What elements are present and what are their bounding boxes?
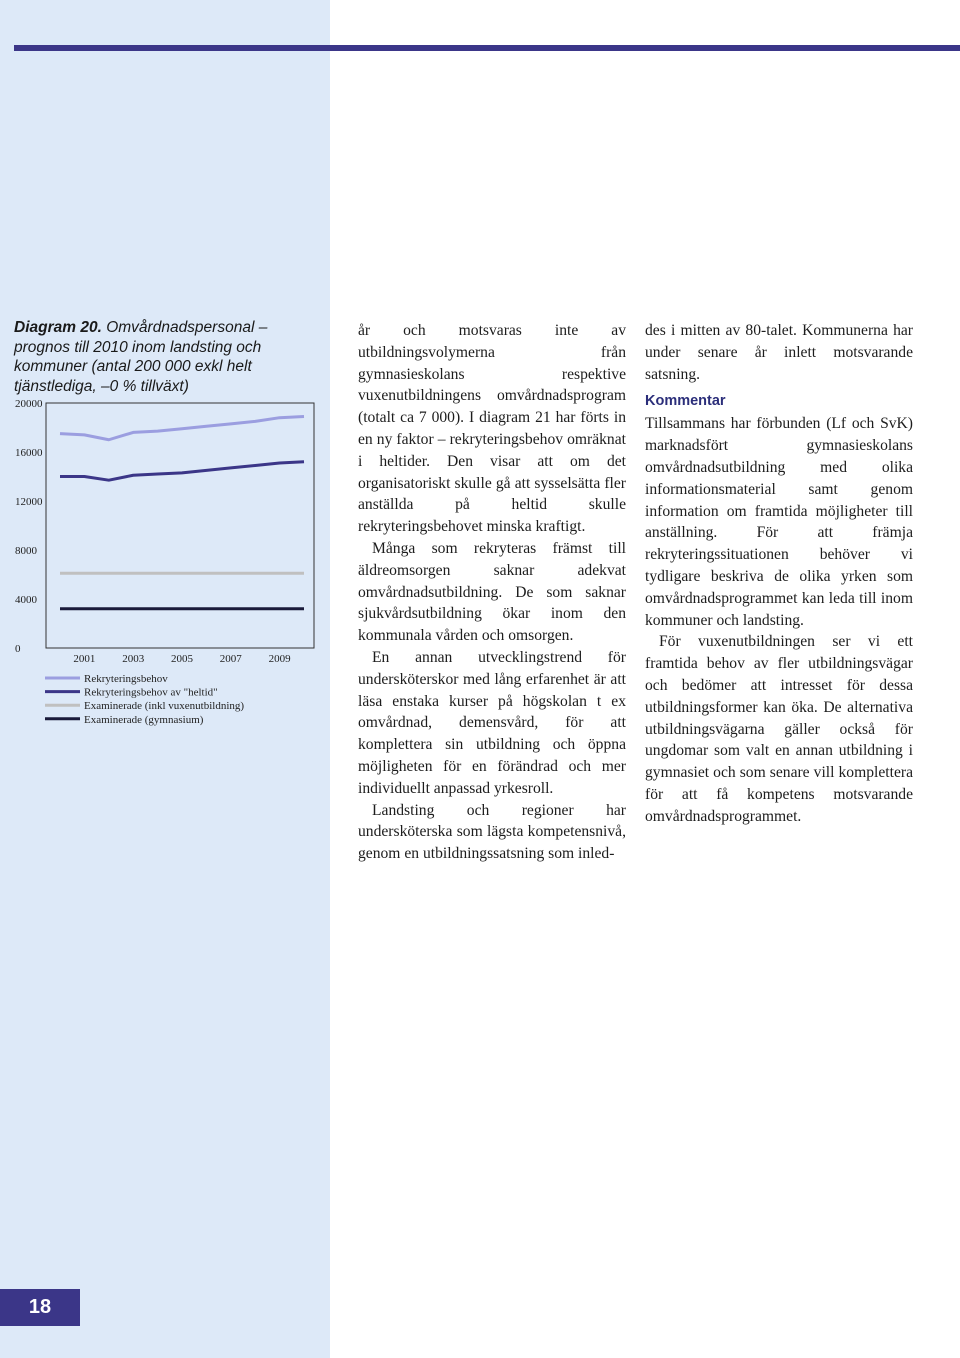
x-tick-label: 2001 bbox=[73, 653, 96, 665]
y-tick-label: 0 bbox=[15, 643, 21, 655]
y-tick-label: 8000 bbox=[15, 545, 37, 557]
x-tick-label: 2009 bbox=[268, 653, 291, 665]
legend-label: Rekryteringsbehov bbox=[84, 673, 168, 685]
legend-label: Examinerade (inkl vuxenutbildning) bbox=[84, 700, 245, 713]
series-line bbox=[60, 462, 304, 480]
x-tick-label: 2007 bbox=[219, 653, 242, 665]
plot-frame bbox=[46, 403, 314, 648]
paragraph: Tillsammans har förbunden (Lf och SvK) marknadsfört gymnasieskolans omvårdnadsutbildning med olika informationsmaterial samt genom information om framtida möjligheter till anställning. För att främja rekryteringssituationen behöver vi tydligare beskriva de olika yrken som omvårdnadsprogrammet kan leda till inom kommuner och landsting. bbox=[645, 415, 913, 629]
paragraph: Landsting och regioner har undersköterska som lägsta kompetensnivå, genom en utbildningssatsning som inled- bbox=[358, 801, 626, 863]
paragraph: En annan utvecklingstrend för undersköterskor med lång erfarenhet är att läsa enstaka kurser på högskolan t ex omvårdnad, demensvård, för att komplettera sin utbildning och öppna möjligheten för en förändrad och mer individuellt anpassad yrkesroll. bbox=[358, 648, 626, 797]
legend-label: Rekryteringsbehov av "heltid" bbox=[84, 686, 218, 699]
caption-text: Omvårdnadspersonal – prognos till 2010 inom landsting och kommuner (antal 200 000 exkl helt tjänstlediga, –0 % tillväxt) bbox=[14, 319, 268, 395]
top-rule bbox=[14, 45, 960, 51]
series-line bbox=[60, 416, 304, 439]
paragraph: des i mitten av 80-talet. Kommunerna har under senare år inlett motsvarande satsning. bbox=[645, 322, 913, 383]
x-tick-label: 2005 bbox=[171, 653, 193, 665]
y-tick-label: 4000 bbox=[15, 594, 37, 606]
page-number: 18 bbox=[0, 1289, 80, 1326]
paragraph: För vuxenutbildningen ser vi ett framtida behov av fler utbildningsvägar och bedömer att intresset för dessa utbildningsformer kan öka. De alternativa utbildningsvägarna gäller också för ungdomar som valt en annan utbildning i gymnasiet och som senare vill komplettera för att få kompetens motsvarande omvårdnadsprogrammet. bbox=[645, 633, 913, 825]
line-chart bbox=[0, 390, 330, 740]
y-tick-label: 16000 bbox=[15, 447, 43, 459]
y-tick-label: 12000 bbox=[15, 496, 43, 508]
paragraph: Många som rekryteras främst till äldreomsorgen saknar adekvat omvårdnadsutbildning. De som saknar sjukvårdsutbildning ökar inom den kommunala vården och omsorgen. bbox=[358, 539, 626, 645]
y-tick-label: 20000 bbox=[15, 398, 43, 410]
legend-label: Examinerade (gymnasium) bbox=[84, 713, 204, 726]
text-column-1 bbox=[358, 320, 626, 865]
text-column-2 bbox=[645, 320, 913, 828]
caption-label: Diagram 20. bbox=[14, 319, 102, 336]
x-tick-label: 2003 bbox=[122, 653, 145, 665]
figure-caption bbox=[14, 318, 314, 396]
paragraph: år och motsvaras inte av utbildningsvolymerna från gymnasieskolans respektive vuxenutbildningens omvårdnadsprogram (totalt ca 7 000). I diagram 21 har förts in en ny faktor – rekryteringsbehov omräknat i heltider. Den visar att om det organisatoriskt skulle gå att sysselsätta fler anställda på heltid skulle rekryteringsbehovet minska kraftigt. bbox=[358, 322, 626, 536]
section-heading: Kommentar bbox=[645, 393, 726, 410]
